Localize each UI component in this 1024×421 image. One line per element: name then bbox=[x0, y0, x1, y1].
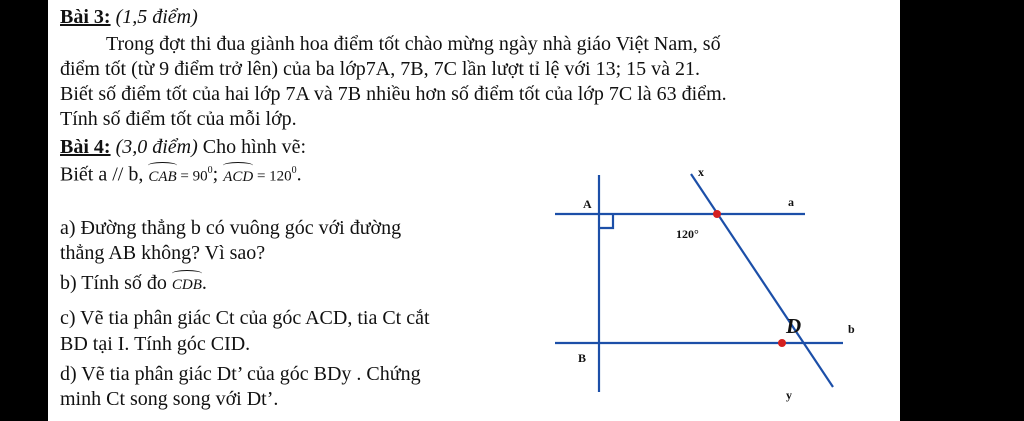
bai3-title: Bài 3: bbox=[60, 6, 111, 28]
angle-cdb: CDB bbox=[172, 270, 202, 296]
line-xy bbox=[691, 174, 833, 387]
bai3-line-4: Tính số điểm tốt của mỗi lớp. bbox=[60, 108, 297, 130]
bai4-points: (3,0 điểm) bbox=[115, 136, 198, 158]
label-a-line: a bbox=[788, 195, 794, 209]
question-a-line-2: thẳng AB không? Vì sao? bbox=[60, 242, 266, 264]
given-prefix: Biết a // b, bbox=[60, 163, 144, 186]
document-page bbox=[48, 0, 900, 421]
bai3-points: (1,5 điểm) bbox=[115, 6, 198, 28]
right-angle-mark bbox=[599, 214, 613, 228]
deg-2: 0 bbox=[291, 165, 297, 176]
bai3-line-3: Biết số điểm tốt của hai lớp 7A và 7B nhiều hơn số điểm tốt của lớp 7C là 63 điểm. bbox=[60, 83, 727, 105]
given-end: . bbox=[296, 163, 302, 186]
bai4-intro: Cho hình vẽ: bbox=[197, 136, 307, 158]
angle-cab-value: = 90 bbox=[176, 168, 208, 185]
bai3-line-2: điểm tốt (từ 9 điểm trở lên) của ba lớp7A, 7B, 7C lần lượt tỉ lệ với 13; 15 và 21. bbox=[60, 58, 700, 80]
question-c-line-1: c) Vẽ tia phân giác Ct của góc ACD, tia Ct cắt bbox=[60, 307, 430, 329]
label-b-point: B bbox=[578, 351, 587, 365]
label-x: x bbox=[698, 165, 704, 179]
question-d-line-1: d) Vẽ tia phân giác Dt’ của góc BDy . Chứng bbox=[60, 363, 421, 385]
bai3-line-1: Trong đợt thi đua giành hoa điểm tốt chào mừng ngày nhà giáo Việt Nam, số bbox=[106, 33, 721, 55]
label-y: y bbox=[786, 388, 792, 402]
deg-1: 0 bbox=[207, 165, 213, 176]
question-a-line-1: a) Đường thẳng b có vuông góc với đường bbox=[60, 217, 402, 239]
label-b-line: b bbox=[848, 322, 855, 336]
point-c bbox=[713, 210, 721, 218]
question-b-end: . bbox=[201, 272, 207, 294]
question-d-line-2: minh Ct song song với Dt’. bbox=[60, 388, 279, 410]
label-d: D bbox=[786, 314, 802, 338]
question-b-prefix: b) Tính số đo bbox=[60, 272, 167, 294]
geometry-figure bbox=[48, 0, 900, 421]
question-c-line-2: BD tại I. Tính góc CID. bbox=[60, 333, 251, 355]
given-sep: ; bbox=[212, 163, 219, 186]
label-a-point: A bbox=[583, 197, 592, 211]
angle-120-label: 120° bbox=[676, 227, 699, 241]
angle-acd: ACD bbox=[223, 162, 253, 188]
point-d bbox=[778, 339, 786, 347]
angle-acd-value: = 120 bbox=[253, 168, 292, 185]
angle-cab: CAB bbox=[148, 162, 176, 188]
bai4-title: Bài 4: bbox=[60, 136, 111, 158]
